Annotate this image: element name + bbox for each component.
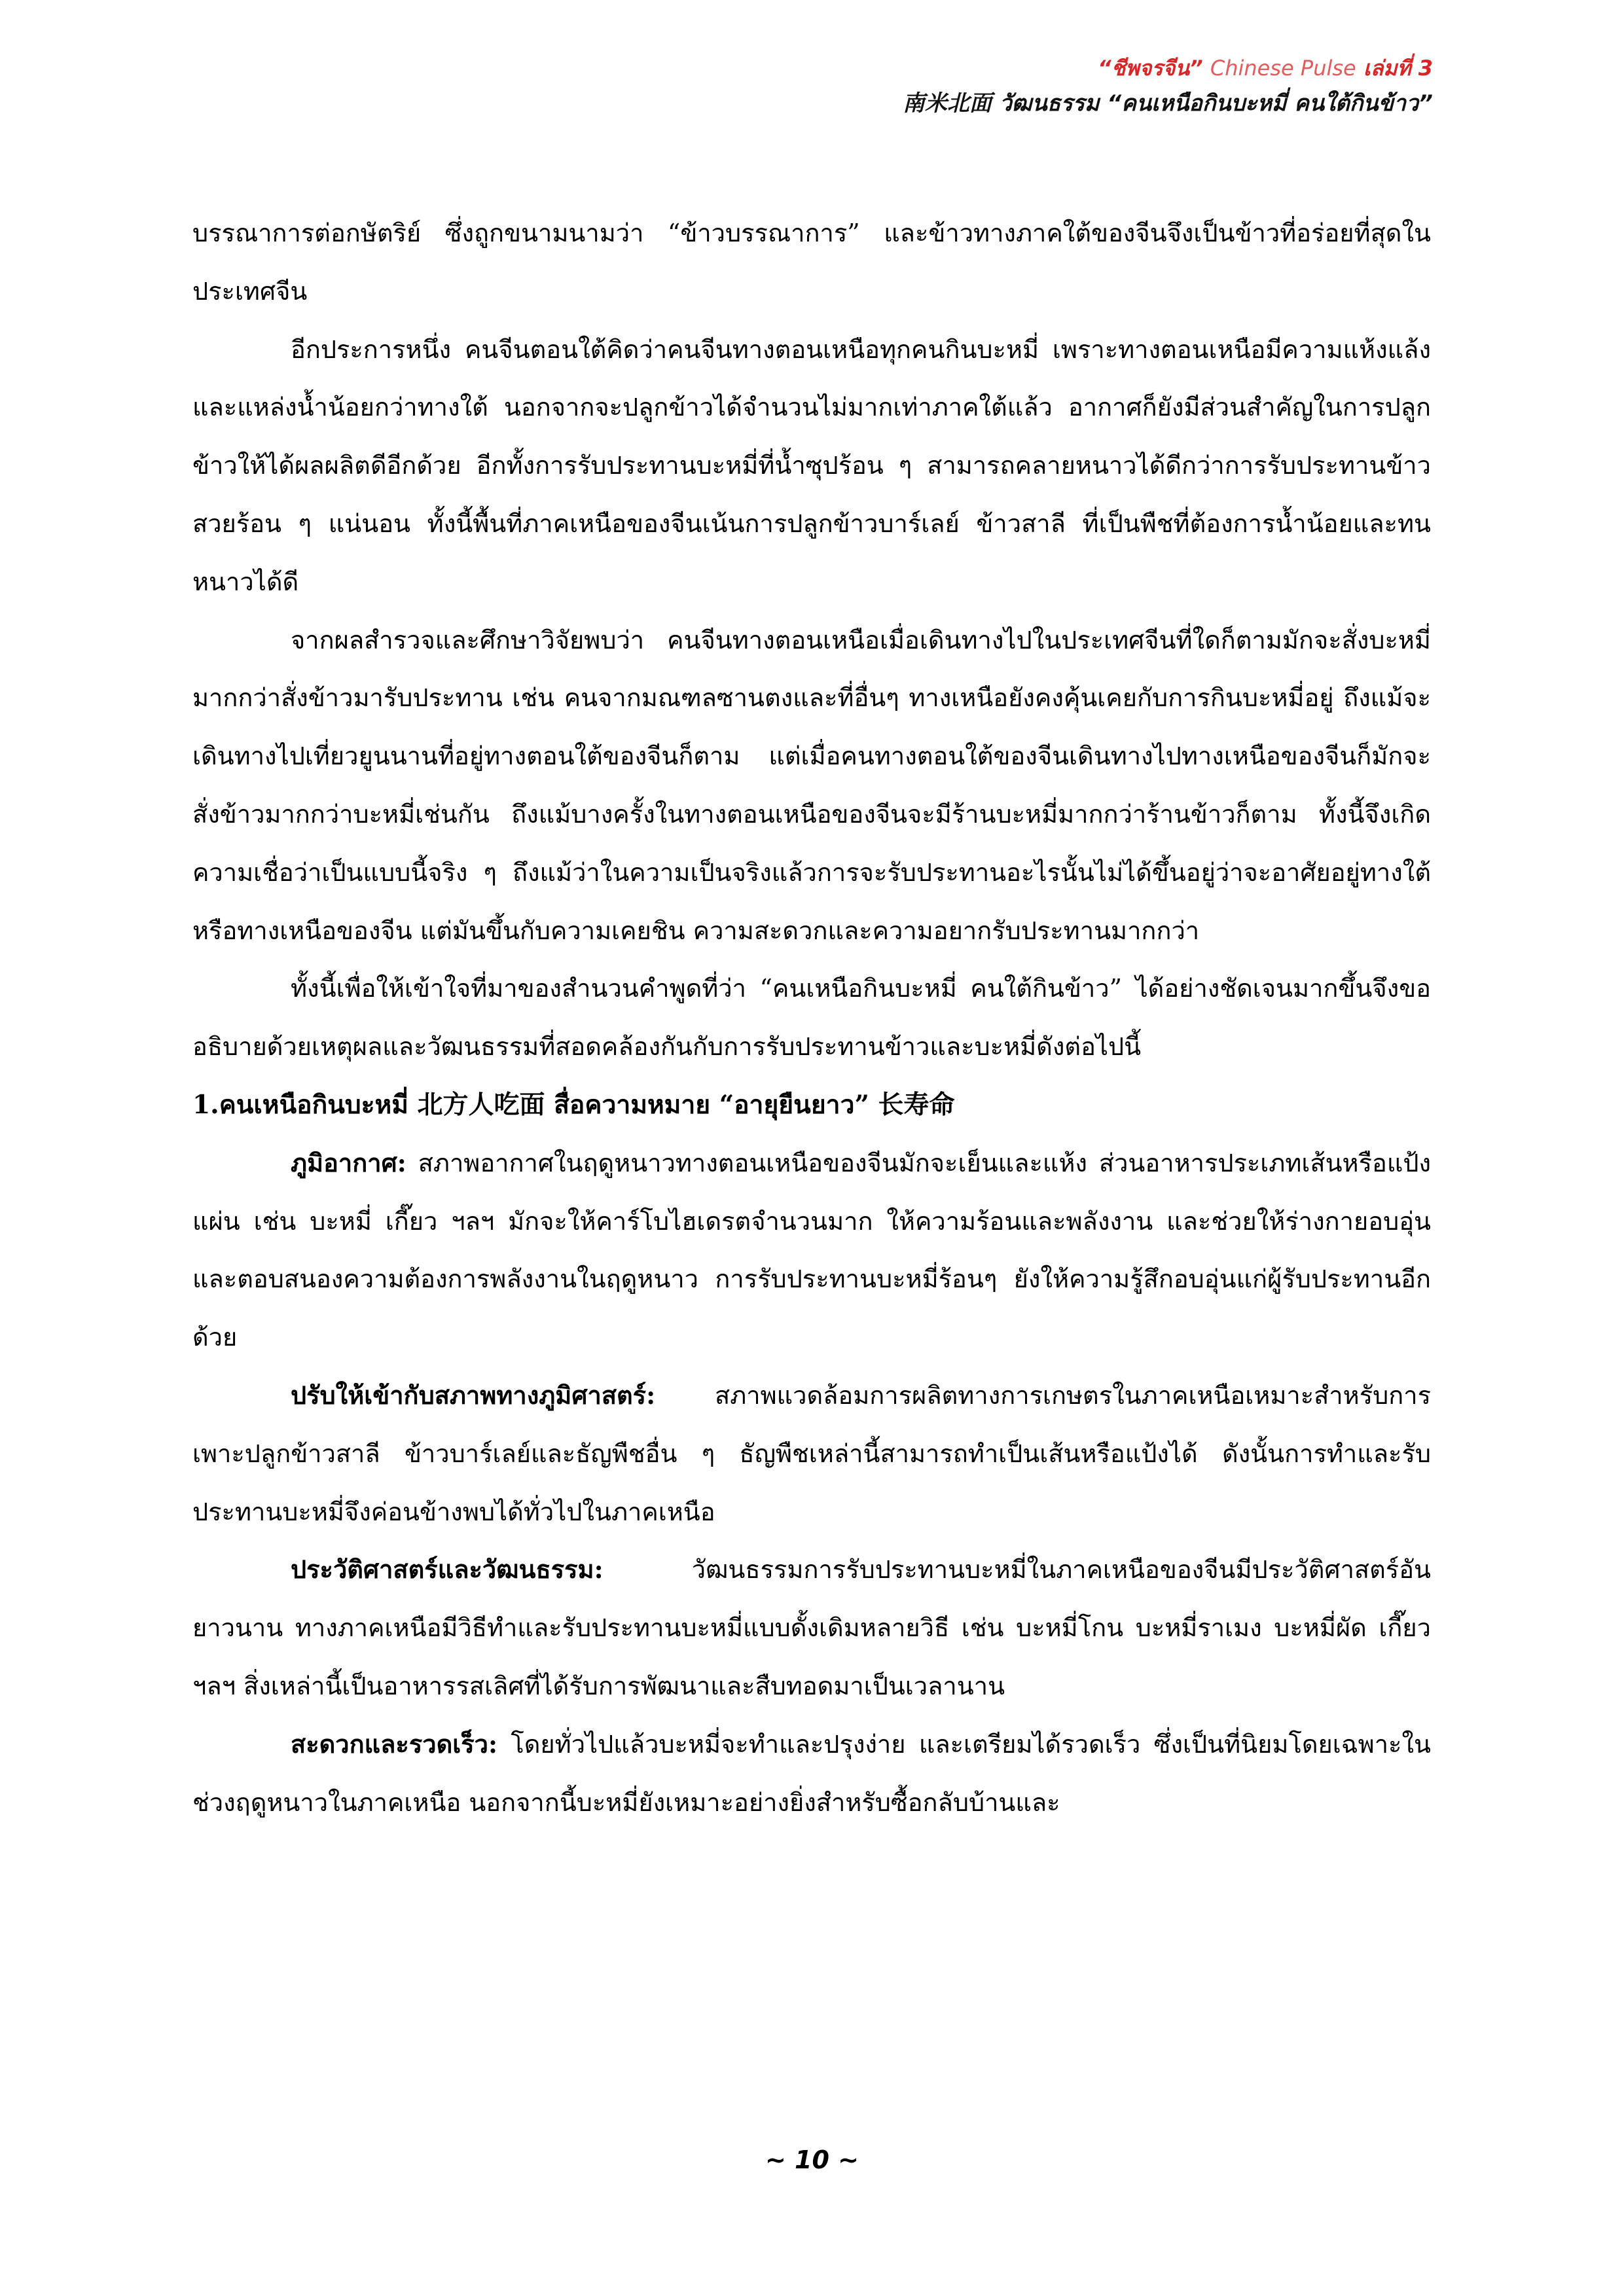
paragraph: อีกประการหนึ่ง คนจีนตอนใต้คิดว่าคนจีนทางตอนเหนือทุกคนกินบะหมี่ เพราะทางตอนเหนือมีความแห้งแล้งและแหล่งน้ำน้อยกว่าทางใต้ นอกจากจะปลูกข้าวได้จำนวนไม่มากเท่าภาคใต้แล้ว อากาศก็ยังมีส่วนสำคัญในการปลูกข้าวให้ได้ผลผลิตดีอีกด้วย อีกทั้งการรับประทานบะหมี่ที่น้ำซุปร้อน ๆ สามารถคลายหนาวได้ดีกว่าการรับประทานข้าวสวยร้อน ๆ แน่นอน ทั้งนี้พื้นที่ภาคเหนือของจีนเน้นการปลูกข้าวบาร์เลย์ ข้าวสาลี ที่เป็นพืชที่ต้องการน้ำน้อยและทนหนาวได้ดี [192, 334, 1431, 596]
term-label: ประวัติศาสตร์และวัฒนธรรม: [291, 1554, 604, 1585]
paragraph-convenience [192, 1715, 1431, 1832]
page-body [192, 204, 1431, 1831]
paragraph-geography [192, 1367, 1431, 1541]
series-title-english: Chinese Pulse [1210, 56, 1356, 81]
paragraph: จากผลสำรวจและศึกษาวิจัยพบว่า คนจีนทางตอนเหนือเมื่อเดินทางไปในประเทศจีนที่ใดก็ตามมักจะสั่งบะหมี่มากกว่าสั่งข้าวมารับประทาน เช่น คนจากมณฑลซานตงและที่อื่นๆ ทางเหนือยังคงคุ้นเคยกับการกินบะหมี่อยู่ ถึงแม้จะเดินทางไปเที่ยวยูนนานที่อยู่ทางตอนใต้ของจีนก็ตาม แต่เมื่อคนทางตอนใต้ของจีนเดินทางไปทางเหนือของจีนก็มักจะสั่งข้าวมากกว่าบะหมี่เช่นกัน ถึงแม้บางครั้งในทางตอนเหนือของจีนจะมีร้านบะหมี่มากกว่าร้านข้าวก็ตาม ทั้งนี้จึงเกิดความเชื่อว่าเป็นแบบนี้จริง ๆ ถึงแม้ว่าในความเป็นจริงแล้วการจะรับประทานอะไรนั้นไม่ได้ขึ้นอยู่ว่าจะอาศัยอยู่ทางใต้หรือทางเหนือของจีน แต่มันขึ้นกับความเคยชิน ความสะดวกและความอยากรับประทานมากกว่า [192, 625, 1431, 945]
paragraph: ทั้งนี้เพื่อให้เข้าใจที่มาของสำนวนคำพูดที่ว่า “คนเหนือกินบะหมี่ คนใต้กินข้าว” ได้อย่างชัดเจนมากขึ้นจึงขออธิบายด้วยเหตุผลและวัฒนธรรมที่สอดคล้องกันกับการรับประทานข้าวและบะหมี่ดังต่อไปนี้ [192, 974, 1431, 1062]
term-text: สภาพแวดล้อมการผลิตทางการเกษตรในภาคเหนือเหมาะสำหรับการเพาะปลูกข้าวสาลี ข้าวบาร์เลย์และธัญพืชอื่น ๆ ธัญพืชเหล่านี้สามารถทำเป็นเส้นหรือแป้งได้ ดังนั้นการทำและรับประทานบะหมี่จึงค่อนข้างพบได้ทั่วไปในภาคเหนือ [192, 1380, 1431, 1526]
term-text: วัฒนธรรมการรับประทานบะหมี่ในภาคเหนือของจีนมีประวัติศาสตร์อันยาวนาน ทางภาคเหนือมีวิธีทำและรับประทานบะหมี่แบบดั้งเดิมหลายวิธี เช่น บะหมี่โกน บะหมี่ราเมง บะหมี่ผัด เกี๊ยว ฯลฯ สิ่งเหล่านี้เป็นอาหารรสเลิศที่ได้รับการพัฒนาและสืบทอดมาเป็นเวลานาน [192, 1555, 1431, 1700]
running-header [903, 51, 1433, 122]
page-number: ~ 10 ~ [765, 2145, 859, 2174]
series-title: “ชีพจรจีน” [1098, 56, 1203, 81]
term-text: โดยทั่วไปแล้วบะหมี่จะทำและปรุงง่าย และเตรียมได้รวดเร็ว ซึ่งเป็นที่นิยมโดยเฉพาะในช่วงฤดูหนาวในภาคเหนือ นอกจากนี้บะหมี่ยังเหมาะอย่างยิ่งสำหรับซื้อกลับบ้านและ [192, 1729, 1431, 1817]
paragraph-history-culture [192, 1541, 1431, 1715]
paragraph-climate [192, 1134, 1431, 1367]
series-title-line [903, 51, 1433, 85]
paragraph-continued: บรรณาการต่อกษัตริย์ ซึ่งถูกขนามนามว่า “ข้าวบรรณาการ” และข้าวทางภาคใต้ของจีนจึงเป็นข้าวที่อร่อยที่สุดในประเทศจีน [192, 219, 1431, 306]
volume-label: เล่มที่ 3 [1363, 56, 1433, 81]
term-label: ปรับให้เข้ากับสภาพทางภูมิศาสตร์: [291, 1380, 656, 1410]
chapter-subtitle: 南米北面 วัฒนธรรม “คนเหนือกินบะหมี่ คนใต้กินข้าว” [902, 90, 1433, 117]
term-label: สะดวกและรวดเร็ว: [291, 1729, 498, 1759]
section-heading: 1.คนเหนือกินบะหมี่ 北方人吃面 สื่อความหมาย “อายุยืนยาว” 长寿命 [192, 1089, 955, 1120]
term-text: สภาพอากาศในฤดูหนาวทางตอนเหนือของจีนมักจะเย็นและแห้ง ส่วนอาหารประเภทเส้นหรือแป้งแผ่น เช่น บะหมี่ เกี๊ยว ฯลฯ มักจะให้คาร์โบไฮเดรตจำนวนมาก ให้ความร้อนและพลังงาน และช่วยให้ร่างกายอบอุ่นและตอบสนองความต้องการพลังงานในฤดูหนาว การรับประทานบะหมี่ร้อนๆ ยังให้ความรู้สึกอบอุ่นแก่ผู้รับประทานอีกด้วย [192, 1148, 1431, 1352]
term-label: ภูมิอากาศ: [291, 1147, 406, 1177]
